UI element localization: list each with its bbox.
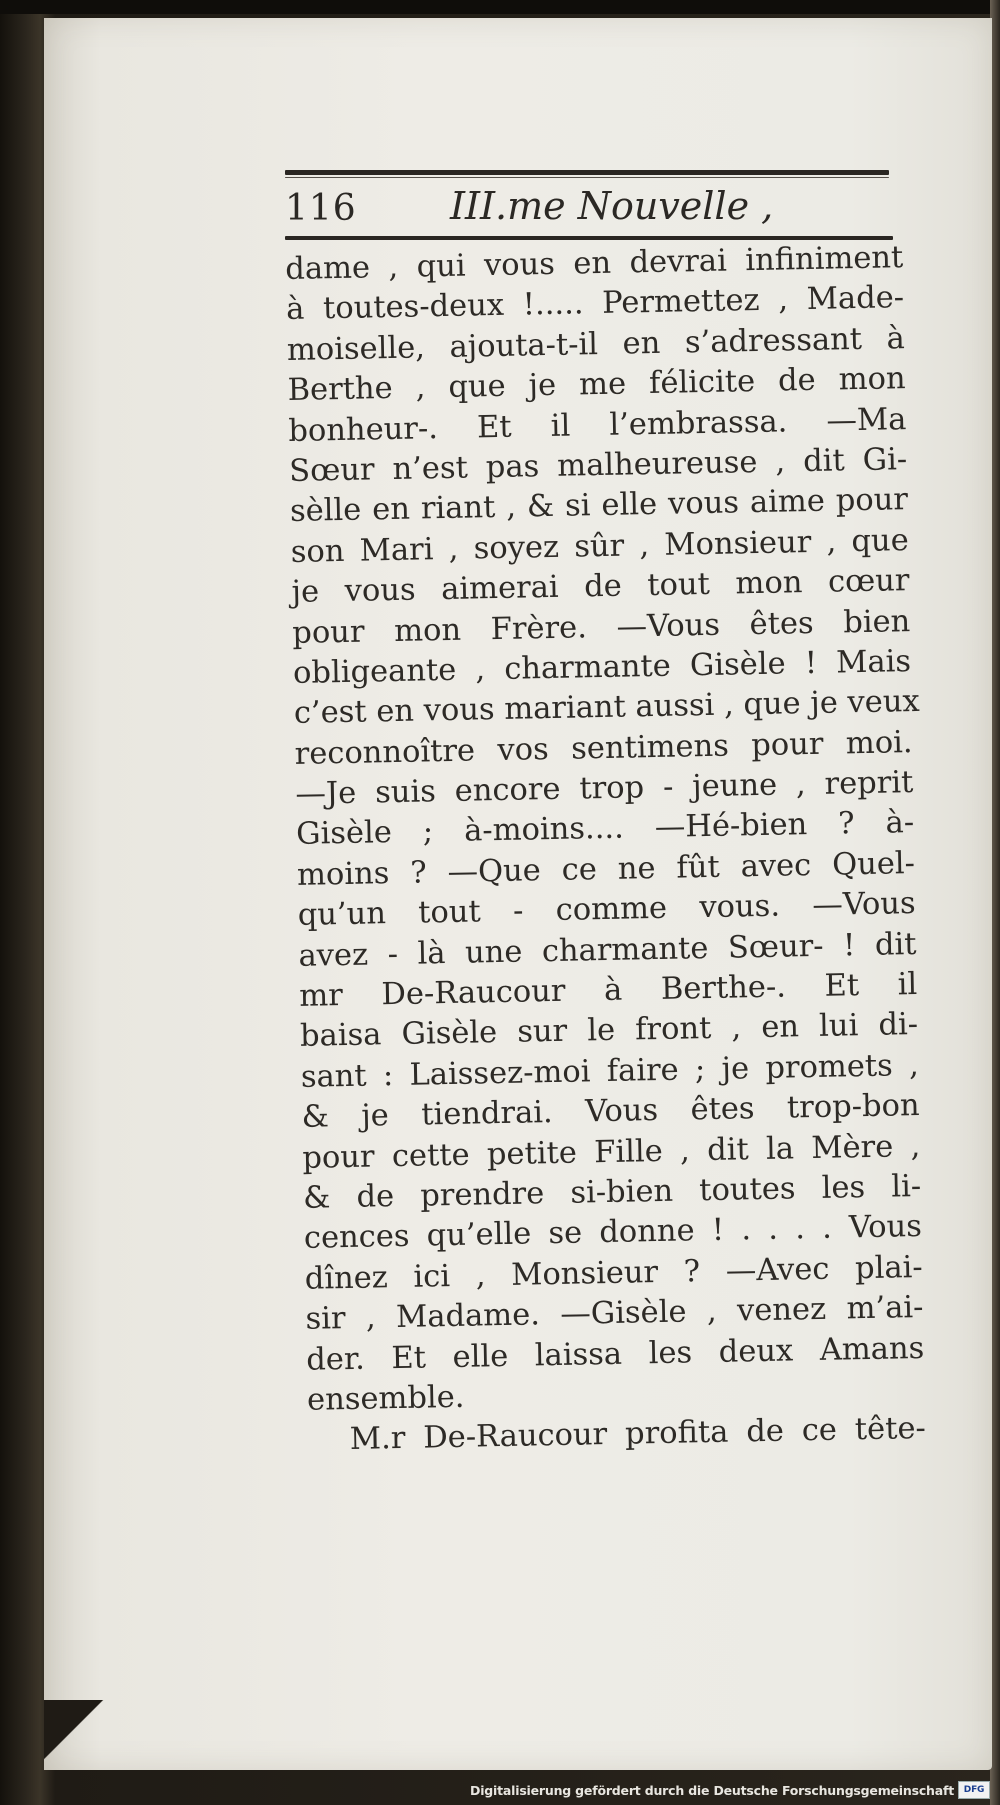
text-line: moins ? —Que ce ne fût avec Quel-	[296, 845, 916, 893]
text-line: sir , Madame. —Gisèle , venez m’ai-	[305, 1290, 924, 1337]
header-rule-top-thin	[285, 177, 889, 178]
text-line: à toutes-deux !..... Permettez , Made-	[285, 280, 905, 328]
text-line: Berthe , que je me félicite de mon	[287, 361, 906, 409]
text-line: pour mon Frère. —Vous êtes bien	[292, 603, 911, 651]
text-line: mr De-Raucour à Berthe-. Et il	[298, 967, 918, 1014]
text-line: reconnoître vos sentimens pour moi.	[294, 724, 913, 772]
text-line: pour cette petite Fille , dit la Mère ,	[302, 1128, 921, 1176]
text-line: c’est en vous mariant aussi , que je veux	[293, 684, 920, 732]
text-line: ensemble.	[306, 1379, 465, 1418]
text-line: cences qu’elle se donne ! . . . . Vous	[303, 1209, 923, 1257]
body-text	[285, 238, 948, 1462]
text-line: Sœur n’est pas malheureuse , dit Gi-	[288, 442, 908, 489]
text-line: sèlle en riant , & si elle vous aime pour	[289, 482, 909, 530]
text-line: je vous aimerai de tout mon cœur	[291, 563, 910, 611]
text-line: & je tiendrai. Vous êtes trop-bon	[301, 1088, 920, 1136]
text-line: avez - là une charmante Sœur- ! dit	[298, 926, 917, 974]
page-number: 116	[285, 188, 357, 229]
text-line: qu’un tout - comme vous. —Vous	[297, 886, 917, 934]
text-line: baisa Gisèle sur le front , en lui di-	[299, 1007, 919, 1055]
scan-top-edge	[0, 0, 1000, 14]
text-line: bonheur-. Et il l’embrassa. —Ma	[288, 401, 907, 449]
text-line: sant : Laissez-moi faire ; je promets ,	[300, 1047, 920, 1095]
text-line: —Je suis encore trop - jeune , reprit	[295, 765, 914, 812]
text-line: & de prendre si-bien toutes les li-	[302, 1168, 922, 1216]
text-line: moiselle, ajouta-t-il en s’adressant à	[286, 320, 906, 368]
page-torn-corner	[44, 1700, 104, 1770]
text-line: son Mari , soyez sûr , Monsieur , que	[290, 522, 910, 570]
text-line: dînez ici , Monsieur ? —Avec plai-	[304, 1249, 923, 1297]
text-line: dame , qui vous en devrai infiniment	[285, 240, 904, 287]
running-head-title: III.me Nouvelle ,	[450, 184, 774, 228]
dfg-logo: DFG	[958, 1781, 990, 1799]
credit-text: Digitalisierung gefördert durch die Deutsche Forschungsgemeinschaft	[470, 1782, 954, 1798]
text-line: Gisèle ; à-moins.... —Hé-bien ? à-	[295, 805, 915, 853]
text-line: der. Et elle laissa les deux Amans	[305, 1330, 925, 1378]
text-line: M.r De-Raucour profita de ce tête-	[349, 1411, 927, 1458]
header-rule-top	[285, 170, 889, 175]
digitization-credit	[470, 1779, 990, 1801]
text-line: obligeante , charmante Gisèle ! Mais	[292, 643, 912, 691]
running-head	[285, 182, 889, 232]
